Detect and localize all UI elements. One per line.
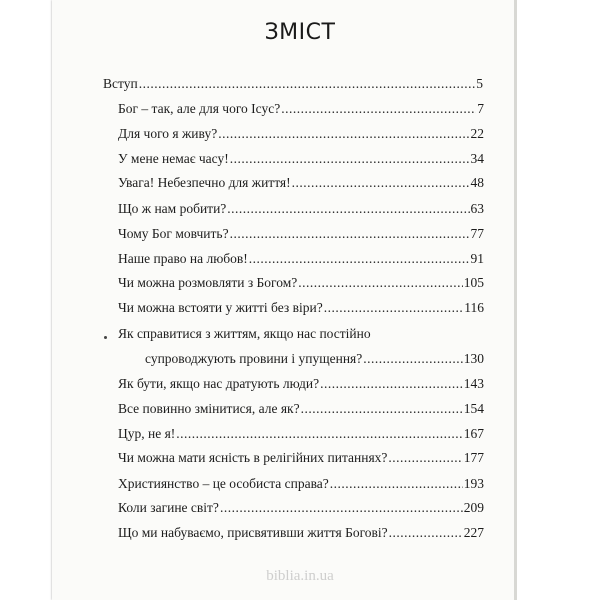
toc-leader-dots (230, 151, 470, 167)
toc-entry (118, 300, 484, 320)
toc-leader-dots (388, 450, 462, 466)
toc-entry-page: 91 (470, 251, 484, 266)
toc-entry (118, 525, 484, 545)
toc-entry-title-continuation: супроводжують провини і упущення? (145, 351, 363, 366)
toc-entry-title: Увага! Небезпечно для життя! (118, 175, 291, 190)
stray-mark (104, 336, 107, 339)
toc-entry-page: 116 (464, 300, 484, 315)
toc-entry (118, 151, 484, 171)
toc-leader-dots (230, 226, 470, 242)
toc-entry (118, 401, 484, 421)
toc-entry (103, 76, 483, 96)
toc-entry-title: Цур, не я! (118, 426, 176, 441)
toc-entry-page: 177 (463, 450, 484, 465)
toc-entry-title: Чому Бог мовчить? (118, 226, 229, 241)
toc-leader-dots (389, 525, 463, 541)
toc-leader-dots (298, 275, 462, 291)
toc-entry-page: 227 (463, 525, 484, 540)
toc-leader-dots (220, 500, 463, 516)
toc-entry-title: Чи можна встояти у житті без віри? (118, 300, 323, 315)
toc-leader-dots (176, 426, 462, 442)
toc-entry-page: 105 (463, 275, 484, 290)
toc-entry-page: 63 (470, 201, 484, 216)
toc-entry (118, 101, 484, 121)
toc-entry (118, 450, 484, 470)
toc-entry (145, 351, 484, 371)
toc-leader-dots (320, 376, 463, 392)
toc-entry-page: 22 (470, 126, 484, 141)
toc-leader-dots (330, 476, 463, 492)
toc-entry-page: 143 (463, 376, 484, 391)
toc-entry (118, 126, 484, 146)
toc-entry-title: Що ж нам робити? (118, 201, 227, 216)
toc-leader-dots (227, 201, 469, 217)
toc-entry-page: 167 (463, 426, 484, 441)
toc-entry-title: Вступ (103, 76, 138, 91)
toc-entry-title: Коли загине світ? (118, 500, 219, 515)
toc-entry-title: Як справитися з життям, якщо нас постійно (118, 326, 371, 341)
toc-leader-dots (292, 175, 470, 191)
toc-leader-dots (324, 300, 464, 316)
toc-entry-page: 130 (463, 351, 484, 366)
toc-entry-page: 209 (463, 500, 484, 515)
toc-entry-page: 193 (463, 476, 484, 491)
toc-entry-title: Як бути, якщо нас дратують люди? (118, 376, 320, 391)
toc-entry-page: 34 (470, 151, 484, 166)
toc-entry-title: Чи можна мати ясність в релігійних питаннях? (118, 450, 388, 465)
toc-entry-title: Для чого я живу? (118, 126, 218, 141)
toc-entry-title: Що ми набуваємо, присвятивши життя Богові? (118, 525, 388, 540)
toc-leader-dots (139, 76, 476, 92)
page-edge (514, 0, 517, 600)
toc-leader-dots (301, 401, 463, 417)
toc-entry (118, 251, 484, 271)
toc-entry-title: У мене немає часу! (118, 151, 229, 166)
toc-leader-dots (218, 126, 469, 142)
toc-entry-page: 77 (470, 226, 484, 241)
toc-title: ЗМІСТ (264, 20, 336, 45)
toc-entry (118, 275, 484, 295)
toc-entry-page: 5 (476, 76, 483, 91)
toc-leader-dots (281, 101, 476, 117)
toc-entry (118, 175, 484, 195)
toc-entry-page: 48 (470, 175, 484, 190)
toc-entry (118, 500, 484, 520)
toc-entry-page: 154 (463, 401, 484, 416)
toc-entry (118, 201, 484, 221)
toc-leader-dots (363, 351, 462, 367)
toc-entry-title: Християнство – це особиста справа? (118, 476, 329, 491)
toc-entry-title: Чи можна розмовляти з Богом? (118, 275, 298, 290)
watermark: biblia.in.ua (266, 568, 334, 584)
toc-leader-dots (249, 251, 470, 267)
toc-entry (118, 426, 484, 446)
toc-entry (118, 376, 484, 396)
toc-entry (118, 476, 484, 496)
toc-entry-title: Бог – так, але для чого Ісус? (118, 101, 281, 116)
toc-entry-title: Наше право на любов! (118, 251, 248, 266)
toc-entry-page: 7 (477, 101, 484, 116)
toc-entry (118, 226, 484, 246)
toc-entry-title: Все повинно змінитися, але як? (118, 401, 300, 416)
